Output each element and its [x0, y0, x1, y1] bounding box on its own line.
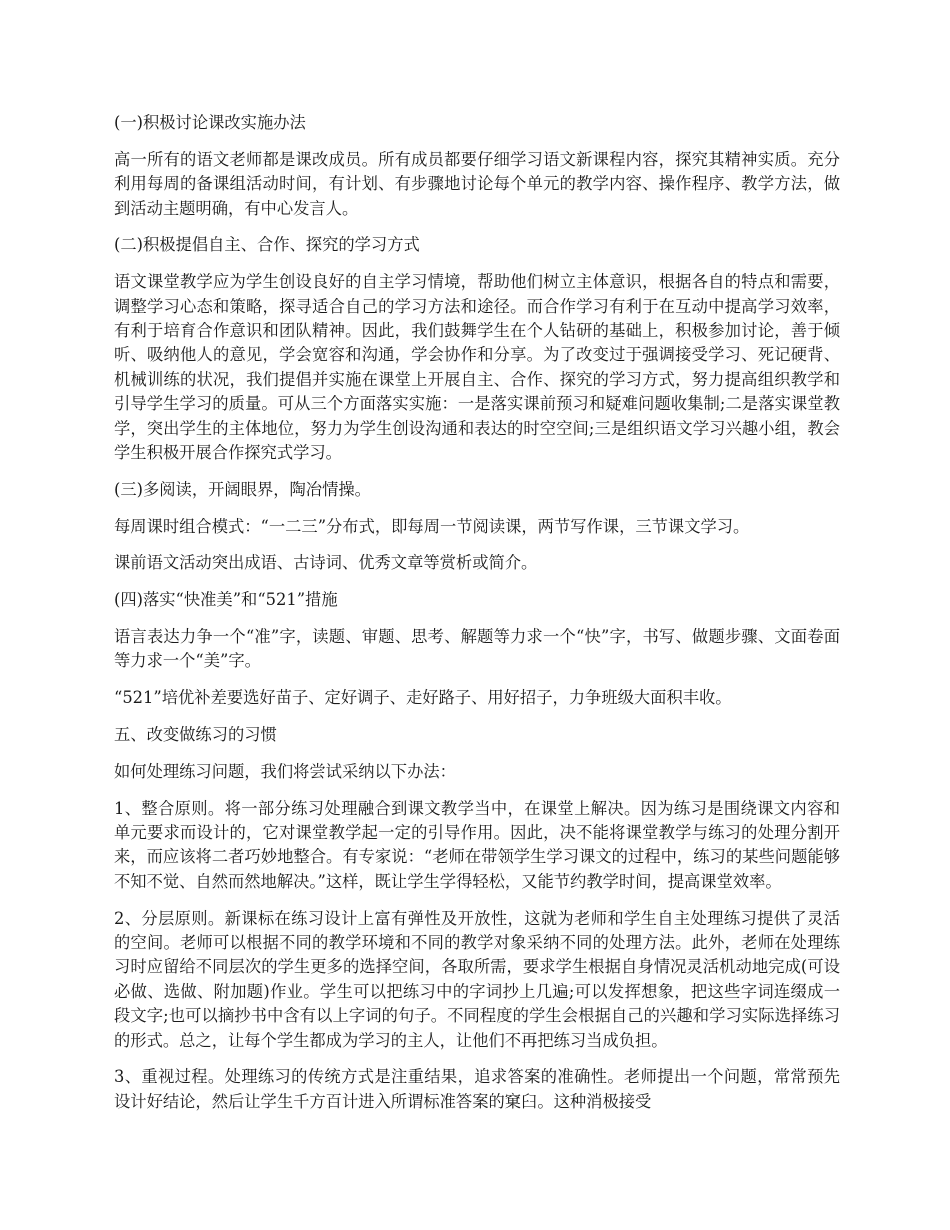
paragraph-exercise-integration: 1、整合原则。将一部分练习处理融合到课文教学当中，在课堂上解决。因为练习是围绕课文内容和单元要求而设计的，它对课堂教学起一定的引导作用。因此，决不能将课堂教学与练习的处理分割开来，而应该将二者巧妙地整合。有专家说：“老师在带领学生学习课文的过程中，练习的某些问题能够不知不觉、自然而然地解决。”这样，既让学生学得轻松，又能节约教学时间，提高课堂效率。: [114, 798, 840, 891]
document-body: [114, 111, 840, 1114]
paragraph-measures-521: “521”培优补差要选好苗子、定好调子、走好路子、用好招子，力争班级大面积丰收。: [114, 688, 732, 708]
paragraph-exercise-intro: 如何处理练习问题，我们将尝试采纳以下办法：: [114, 761, 456, 781]
section-heading-reading: (三)多阅读，开阔眼界，陶冶情操。: [114, 479, 371, 499]
section-heading-learning-style: (二)积极提倡自主、合作、探究的学习方式: [114, 235, 420, 255]
paragraph-discussion: 高一所有的语文老师都是课改成员。所有成员都要仔细学习语文新课程内容，探究其精神实质。充分利用每周的备课组活动时间，有计划、有步骤地讨论每个单元的教学内容、操作程序、教学方法，做到活动主题明确，有中心发言人。: [114, 149, 840, 218]
section-heading-exercise-habits: 五、改变做练习的习惯: [114, 725, 277, 745]
paragraph-learning-style: 语文课堂教学应为学生创设良好的自主学习情境，帮助他们树立主体意识，根据各自的特点和需要，调整学习心态和策略，探寻适合自己的学习方法和途径。而合作学习有利于在互动中提高学习效率，有利于培育合作意识和团队精神。因此，我们鼓舞学生在个人钻研的基础上，积极参加讨论，善于倾听、吸纳他人的意见，学会宽容和沟通，学会协作和分享。为了改变过于强调接受学习、死记硬背、机械训练的状况，我们提倡并实施在课堂上开展自主、合作、探究的学习方式，努力提高组织教学和引导学生学习的质量。可从三个方面落实实施：一是落实课前预习和疑难问题收集制;二是落实课堂教学，突出学生的主体地位，努力为学生创设沟通和表达的时空空间;三是组织语文学习兴趣小组，教会学生积极开展合作探究式学习。: [114, 272, 840, 463]
paragraph-reading-activity: 课前语文活动突出成语、古诗词、优秀文章等赏析或简介。: [114, 553, 538, 573]
paragraph-exercise-process: 3、重视过程。处理练习的传统方式是注重结果，追求答案的准确性。老师提出一个问题，常常预先设计好结论，然后让学生千方百计进入所谓标准答案的窠臼。这种消极接受: [114, 1067, 840, 1111]
paragraph-exercise-layering: 2、分层原则。新课标在练习设计上富有弹性及开放性，这就为老师和学生自主处理练习提供了灵活的空间。老师可以根据不同的教学环境和不同的教学对象采纳不同的处理方法。此外，老师在处理练习时应留给不同层次的学生更多的选择空间，各取所需，要求学生根据自身情况灵活机动地完成(可设必做、选做、附加题)作业。学生可以把练习中的字词抄上几遍;可以发挥想象，把这些字词连缀成一段文字;也可以摘抄书中含有以上字词的句子。不同程度的学生会根据自己的兴趣和学习实际选择练习的形式。总之，让每个学生都成为学习的主人，让他们不再把练习当成负担。: [114, 908, 840, 1050]
section-heading-discussion: (一)积极讨论课改实施办法: [114, 113, 306, 132]
paragraph-reading-schedule: 每周课时组合模式：“一二三”分布式，即每周一节阅读课，两节写作课，三节课文学习。: [114, 516, 750, 536]
section-heading-measures: (四)落实“快准美”和“521”措施: [114, 590, 338, 610]
paragraph-measures-language: 语言表达力争一个“准”字，读题、审题、思考、解题等力求一个“快”字，书写、做题步骤、文面卷面等力求一个“美”字。: [114, 627, 840, 671]
